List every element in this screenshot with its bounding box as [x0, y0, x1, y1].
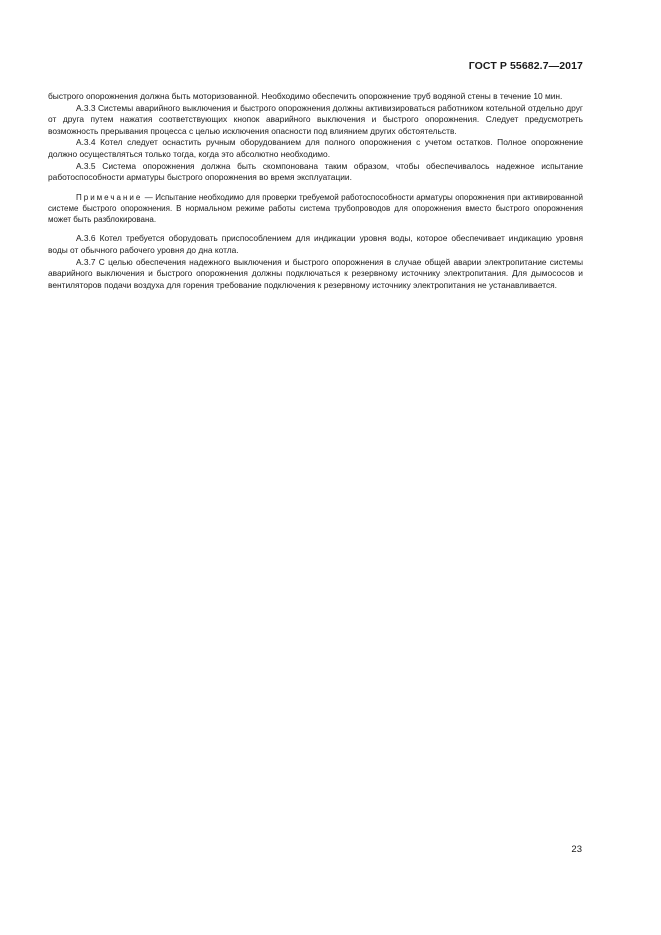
paragraph-continuation: быстрого опорожнения должна быть моторизованной. Необходимо обеспечить опорожнение труб водяной стены в течение 10 мин. [48, 91, 563, 101]
paragraph-a-3-5: А.3.5 Система опорожнения должна быть скомпонована таким образом, чтобы обеспечивалось надежное испытание работоспособности арматуры быстрого опорожнения во время эксплуатации. [48, 160, 583, 183]
paragraph-a-3-3: А.3.3 Системы аварийного выключения и быстрого опорожнения должны активизироваться работником котельной отдельно друг от друга путем нажатия соответствующих кнопок аварийного выключения и быстрого опорожнения. Следует предусмотреть возможность прерывания процесса с целью исключения опасности под влиянием других обстоятельств. [48, 102, 583, 136]
paragraph-a-3-4: А.3.4 Котел следует оснастить ручным оборудованием для полного опорожнения с учетом остатков. Полное опорожнение должно осуществляться только тогда, когда это абсолютно необходимо. [48, 137, 583, 159]
page-number: 23 [571, 844, 582, 855]
document-header: ГОСТ Р 55682.7—2017 [468, 60, 583, 72]
paragraph-a-3-6: А.3.6 Котел требуется оборудовать приспособлением для индикации уровня воды, которое обеспечивает индикацию уровня воды от обычного рабочего уровня до дна котла. [48, 233, 583, 255]
note-text: — Испытание необходимо для проверки требуемой работоспособности арматуры опорожнения при активированной системе быстрого опорожнения. В нормальном режиме работы система трубопроводов для опорожнения вместо быстрого опорожнения может быть разблокирована. [48, 192, 583, 225]
paragraph-a-3-7: А.3.7 С целью обеспечения надежного выключения и быстрого опорожнения в случае общей аварии электропитание системы аварийного выключения и быстрого опорожнения должны подключаться к резервному источнику электропитания. Для дымососов и вентиляторов подачи воздуха для горения требование подключения к резервному источнику электропитания не устанавливается. [48, 256, 583, 290]
document-body [48, 91, 583, 291]
note-label: Примечание [76, 192, 143, 202]
note [48, 192, 583, 226]
